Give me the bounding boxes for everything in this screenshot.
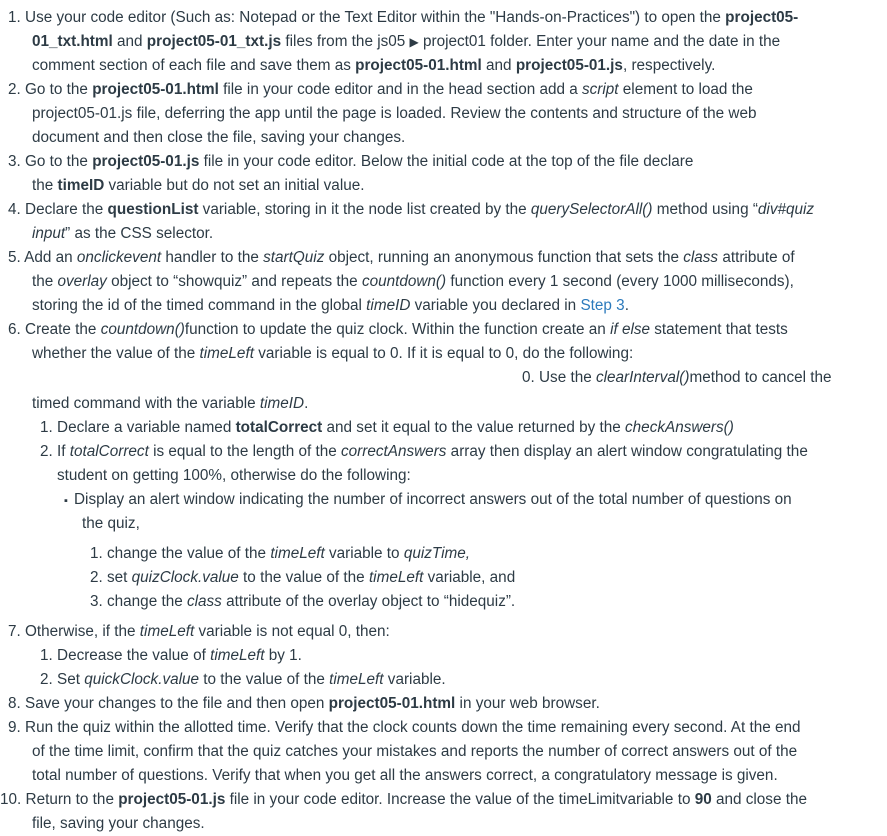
code-term: timeID bbox=[366, 297, 411, 314]
filename: project05-01_txt.js bbox=[146, 33, 282, 50]
code-term: timeLeft bbox=[199, 345, 254, 362]
step-text: change the value of the bbox=[107, 545, 271, 562]
step-3-line-2 bbox=[32, 174, 364, 198]
step-2-line-3 bbox=[32, 126, 405, 150]
step-6-substep-1 bbox=[40, 416, 734, 440]
substep-number: 1. bbox=[90, 545, 103, 562]
step-text: attribute of the overlay object to “hidequiz”. bbox=[221, 593, 516, 610]
code-term: timeLeft bbox=[368, 569, 424, 586]
step-text: array then display an alert window congratulating the bbox=[446, 443, 808, 460]
step-text: method using “ bbox=[652, 201, 758, 218]
code-term: quickClock.value bbox=[84, 671, 200, 688]
step-text: Create the bbox=[25, 321, 101, 338]
step-6-line-4 bbox=[32, 392, 308, 416]
step-10-line-1 bbox=[0, 788, 807, 812]
code-term: countdown() bbox=[100, 321, 185, 338]
step-text: object to “showquiz” and repeats the bbox=[106, 273, 362, 290]
step-number: 10. bbox=[0, 791, 22, 808]
step-number: 4. bbox=[8, 201, 21, 218]
code-term: class bbox=[683, 249, 719, 266]
code-term: totalCorrect bbox=[69, 443, 149, 460]
step-text: file in your code editor. Below the initial code at the top of the file declare bbox=[199, 153, 694, 170]
step-8-line-1 bbox=[8, 692, 600, 716]
step-text: and bbox=[112, 33, 147, 50]
step-text: variable to bbox=[324, 545, 404, 562]
code-term: countdown() bbox=[361, 273, 447, 290]
step-text: the bbox=[32, 177, 58, 194]
step-text: Go to the bbox=[25, 81, 93, 98]
step-number: 3. bbox=[8, 153, 21, 170]
step-4-line-1 bbox=[8, 198, 814, 222]
square-bullet-icon: ▪ bbox=[64, 495, 68, 507]
step-text: Use your code editor (Such as: Notepad or the Text Editor within the "Hands-on-Practices") to open the bbox=[25, 9, 726, 26]
step-7-substep-1 bbox=[40, 644, 302, 668]
code-term: startQuiz bbox=[263, 249, 325, 266]
substep-number: 3. bbox=[90, 593, 103, 610]
step-text: timed command with the variable bbox=[32, 395, 260, 412]
step-6-substep-2-line-2 bbox=[57, 464, 411, 488]
step-6-line-1 bbox=[8, 318, 788, 342]
code-term: checkAnswers() bbox=[625, 419, 734, 436]
code-term: script bbox=[582, 81, 619, 98]
step-1-line-3 bbox=[32, 54, 715, 78]
step-6-substep-2 bbox=[40, 440, 808, 464]
step-text: the bbox=[32, 273, 58, 290]
step-text: total number of questions. Verify that when you get all the answers correct, a congratulatory message is given. bbox=[32, 767, 778, 784]
step-3-line-1 bbox=[8, 150, 693, 174]
code-term: timeLeft bbox=[329, 671, 384, 688]
step-text: variable, storing in it the node list created by the bbox=[198, 201, 531, 218]
code-term: quizTime, bbox=[403, 545, 470, 562]
step-text: file in your code editor. Increase the value of the timeLimitvariable to bbox=[225, 791, 695, 808]
step-text: , respectively. bbox=[622, 57, 716, 74]
substep-number: 2. bbox=[40, 443, 53, 460]
step-text: and close the bbox=[711, 791, 807, 808]
step-6-line-2 bbox=[32, 342, 633, 366]
step-text: comment section of each file and save them as bbox=[32, 57, 356, 74]
step-7-line-1 bbox=[8, 620, 390, 644]
step-text: change the bbox=[107, 593, 187, 610]
step-2-line-1 bbox=[8, 78, 753, 102]
code-term: input bbox=[32, 225, 66, 242]
variable-name: totalCorrect bbox=[235, 419, 323, 436]
step-6-sub-substep-2 bbox=[90, 566, 515, 590]
step-text: of the time limit, confirm that the quiz catches your mistakes and reports the number of correct answers out of the bbox=[32, 743, 798, 760]
step-text: file in your code editor and in the head section add a bbox=[218, 81, 582, 98]
step-text: Display an alert window indicating the number of incorrect answers out of the total number of questions on bbox=[74, 491, 792, 508]
variable-name: questionList bbox=[107, 201, 199, 218]
step-6-sub-substep-1 bbox=[90, 542, 470, 566]
code-term: class bbox=[186, 593, 222, 610]
step-text: ” as the CSS selector. bbox=[65, 225, 214, 242]
filename: project05-01.html bbox=[328, 695, 456, 712]
step-number: 2. bbox=[8, 81, 21, 98]
step-text: Go to the bbox=[25, 153, 93, 170]
path-arrow-icon: ▶ bbox=[409, 35, 419, 49]
step-text: and set it equal to the value returned by the bbox=[322, 419, 626, 436]
step-number: 1. bbox=[8, 9, 21, 26]
step-7-substep-2 bbox=[40, 668, 446, 692]
step-5-line-1 bbox=[8, 246, 795, 270]
code-term: clearInterval() bbox=[595, 369, 690, 386]
step-text: . bbox=[624, 297, 629, 314]
code-term: div#quiz bbox=[757, 201, 815, 218]
step-text: by 1. bbox=[264, 647, 302, 664]
step-6-bullet-item-line-2 bbox=[82, 512, 140, 536]
filename: project05- bbox=[725, 9, 799, 26]
substep-number: 2. bbox=[40, 671, 53, 688]
filename: project05-01.js bbox=[515, 57, 623, 74]
step-text: variable is equal to 0. If it is equal to 0, do the following: bbox=[253, 345, 634, 362]
filename: project05-01.js bbox=[92, 153, 200, 170]
step-text: is equal to the length of the bbox=[148, 443, 342, 460]
step-text: Add an bbox=[24, 249, 77, 266]
step-text: object, running an anonymous function that sets the bbox=[324, 249, 684, 266]
step-text: variable is not equal 0, then: bbox=[194, 623, 390, 640]
step-6-sub-substep-3 bbox=[90, 590, 515, 614]
step-text: document and then close the file, saving your changes. bbox=[32, 129, 406, 146]
step-text: variable you declared in bbox=[410, 297, 581, 314]
code-term: timeLeft bbox=[210, 647, 265, 664]
step-2-line-2 bbox=[32, 102, 757, 126]
step-9-line-2 bbox=[32, 740, 797, 764]
step-text: storing the id of the timed command in the global bbox=[32, 297, 367, 314]
step-text: method to cancel the bbox=[689, 369, 832, 386]
step-text: project05-01.js file, deferring the app until the page is loaded. Review the contents and structure of the web bbox=[32, 105, 757, 122]
substep-number: 2. bbox=[90, 569, 103, 586]
step-text: . bbox=[304, 395, 309, 412]
step-5-line-3 bbox=[32, 294, 629, 318]
step-text: Otherwise, if the bbox=[25, 623, 140, 640]
step-text: files from the js05 bbox=[281, 33, 410, 50]
step-text: Set bbox=[57, 671, 85, 688]
code-term: onclickevent bbox=[76, 249, 162, 266]
step-text: 0. Use the bbox=[522, 369, 596, 386]
step-text: the quiz, bbox=[82, 515, 140, 532]
substep-number: 1. bbox=[40, 647, 53, 664]
code-term: timeID bbox=[259, 395, 305, 412]
code-term: overlay bbox=[57, 273, 107, 290]
step-text: attribute of bbox=[718, 249, 795, 266]
step-1-line-1 bbox=[8, 6, 798, 30]
step-6-substep-0 bbox=[522, 366, 832, 390]
filename: project05-01.html bbox=[92, 81, 219, 98]
step-number: 8. bbox=[8, 695, 21, 712]
step-text: Save your changes to the file and then open bbox=[25, 695, 329, 712]
step-text: Declare a variable named bbox=[57, 419, 236, 436]
code-term: if else bbox=[610, 321, 651, 338]
code-term: timeLeft bbox=[139, 623, 195, 640]
step-text: variable. bbox=[383, 671, 446, 688]
filename: project05-01.html bbox=[355, 57, 482, 74]
step-text: Run the quiz within the allotted time. Verify that the clock counts down the time remaining every second. At the end bbox=[25, 719, 801, 736]
code-term: timeLeft bbox=[270, 545, 325, 562]
step-text: file, saving your changes. bbox=[32, 815, 205, 832]
step-text: in your web browser. bbox=[455, 695, 600, 712]
step-number: 6. bbox=[8, 321, 21, 338]
code-term: quizClock.value bbox=[131, 569, 239, 586]
step-number: 7. bbox=[8, 623, 21, 640]
value: 90 bbox=[694, 791, 712, 808]
step-text: to the value of the bbox=[238, 569, 369, 586]
step-3-link[interactable]: Step 3 bbox=[580, 297, 625, 314]
step-text: If bbox=[57, 443, 70, 460]
step-9-line-3 bbox=[32, 764, 778, 788]
filename: project05-01.js bbox=[118, 791, 226, 808]
variable-name: timeID bbox=[57, 177, 105, 194]
step-text: set bbox=[107, 569, 132, 586]
step-text: function every 1 second (every 1000 milliseconds), bbox=[446, 273, 794, 290]
step-text: variable but do not set an initial value. bbox=[104, 177, 365, 194]
step-text: Decrease the value of bbox=[57, 647, 211, 664]
step-number: 5. bbox=[8, 249, 21, 266]
step-4-line-2 bbox=[32, 222, 213, 246]
step-text: function to update the quiz clock. Within the function create an bbox=[184, 321, 611, 338]
step-text: whether the value of the bbox=[32, 345, 200, 362]
step-text: Declare the bbox=[25, 201, 108, 218]
step-text: student on getting 100%, otherwise do the following: bbox=[57, 467, 411, 484]
step-6-bullet-item bbox=[64, 488, 792, 513]
step-text: element to load the bbox=[618, 81, 753, 98]
step-text: project01 folder. Enter your name and the date in the bbox=[418, 33, 781, 50]
step-number: 9. bbox=[8, 719, 21, 736]
step-9-line-1 bbox=[8, 716, 801, 740]
step-text: to the value of the bbox=[199, 671, 330, 688]
step-text: handler to the bbox=[161, 249, 264, 266]
step-text: statement that tests bbox=[650, 321, 788, 338]
filename: 01_txt.html bbox=[32, 33, 113, 50]
step-10-line-2 bbox=[32, 812, 205, 836]
step-text: and bbox=[481, 57, 516, 74]
step-text: variable, and bbox=[423, 569, 516, 586]
substep-number: 1. bbox=[40, 419, 53, 436]
step-1-line-2 bbox=[32, 30, 780, 54]
step-5-line-2 bbox=[32, 270, 794, 294]
code-term: querySelectorAll() bbox=[530, 201, 653, 218]
code-term: correctAnswers bbox=[341, 443, 447, 460]
step-text: Return to the bbox=[25, 791, 119, 808]
